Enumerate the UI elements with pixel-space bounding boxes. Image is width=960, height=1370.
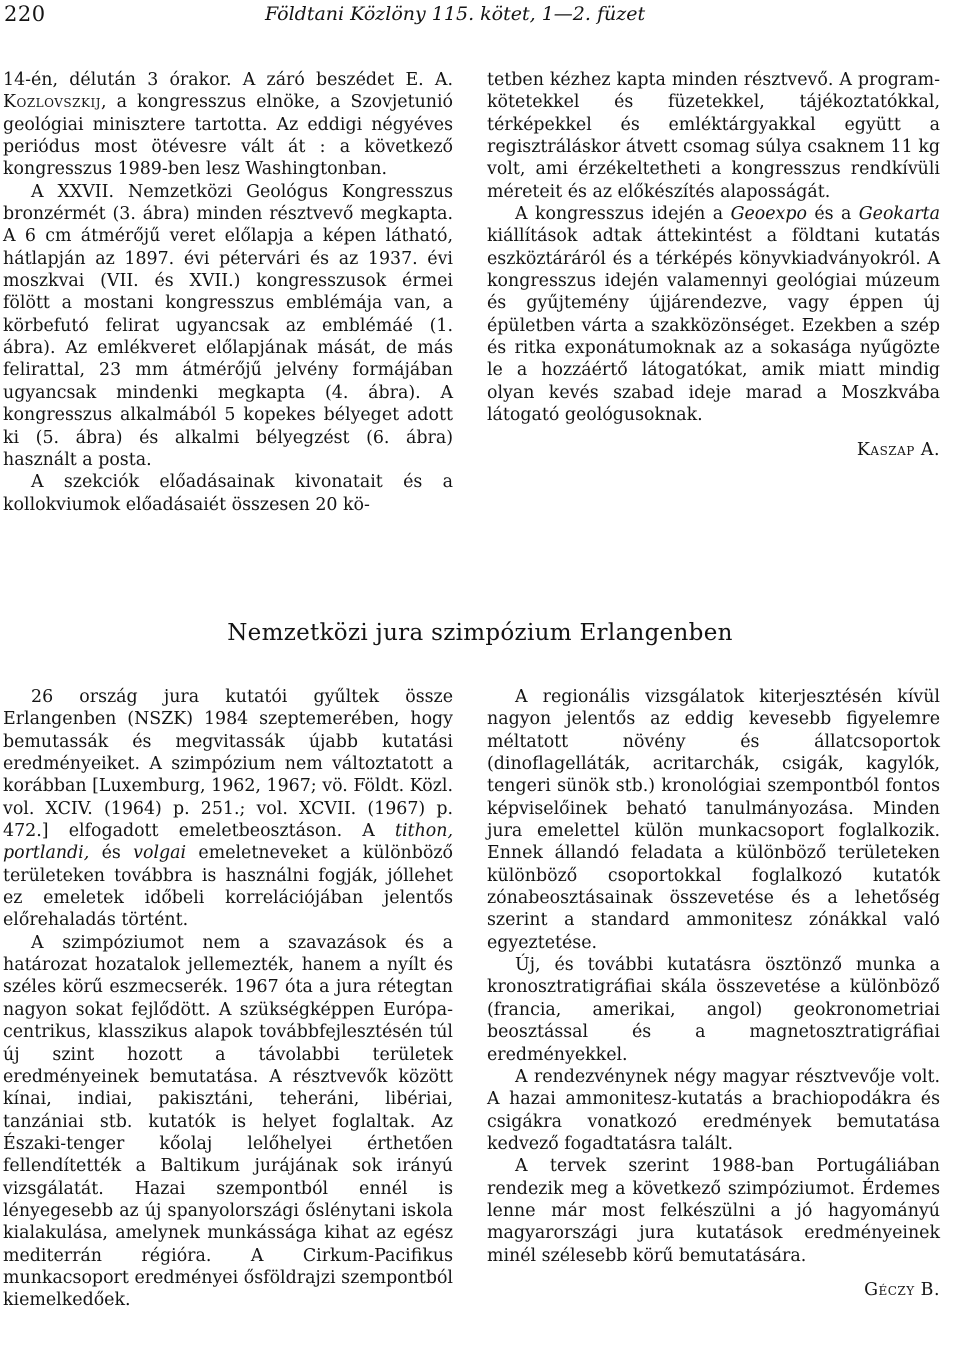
text-span: kiállítások adtak áttekintést a földtani kutatás eszköztáráról és a térképés könyvkiadványokról. A kongresszus idején valamennyi geológiai múzeum és gyűjtemény újjárendezve, vagy éppen új épületben várta a szakközönséget. Ezekben a szép és ritka exponátumoknak az a sokasága nyűgözte le a hozzáértő látogatókat, amik miatt mindig olyan kevés szabad ideje marad a Moszkvába látogató geológusoknak.: [487, 226, 940, 426]
paragraph: A szimpóziumot nem a szavazások és a határozat hozatalok jellemezték, hanem a nyílt és széles körű eszmecserék. 1967 óta a jura rétegtan nagyon sokat fejlődött. A szükségképpen Európa-centrikus, klasszikus alapok továbbfejlesztésén túl új szint hozott a távolabbi területek eredményeinek bemutatása. A résztvevők között kínai, indiai, pakisztáni, teheráni, libériai, tanzániai stb. kutatók is helyet foglaltak. Az Északi-tenger kőolaj lelőhelyei érthetően fellendítették a Baltikum jurájának sok irányú vizsgálatát. Hazai szempontból ennél is lényegesebb az új spanyolországi őslénytani iskola kialakulása, amelynek munkássága kihat az egész mediterrán régióra. A Cirkum-Pacifikus munkacsoport eredményei ősföldrajzi szempontból kiemelkedőek.: [3, 932, 453, 1311]
page-header: [0, 0, 960, 34]
paragraph: A XXVII. Nemzetközi Geológus Kongresszus bronzérmét (3. ábra) minden résztvevő megkapta. A 6 cm átmérőjű veret előlapja a képen látható, hátlapján az 1897. évi pétervári és az 1937. évi moszkvai (VII. és XVII.) kongresszusok érmei fölött a mostani kongresszus emblémája van, a körbefutó felirat ugyancsak az emblémáé (1. ábra). Az emlékveret előlapjának mását, de más felirattal, 23 mm átmérőjű jelvény formájában ugyancsak mindenki megkapta (4. ábra). A kongresszus alkalmából 5 kopekes bélyeget adott ki (5. ábra) és alkalmi bélyegzést (6. ábra) használt a posta.: [3, 181, 453, 470]
text-span: és a: [806, 204, 859, 225]
paragraph: tetben kézhez kapta minden résztvevő. A program-kötetekkel és füzetekkel, tájékoztatókkal, térképekkel és emléktárgyakkal együtt a regisztráláskor átvett csomag súlya csaknem 11 kg volt, ami érzékeltetheti a kongresszus rendkívüli méreteit és az előkészítés alaposságát.: [487, 70, 940, 202]
italic-term: Geokarta: [858, 204, 940, 225]
text-span: és: [89, 843, 134, 864]
text-span: A kongresszus idején a: [515, 204, 731, 225]
paragraph: A rendezvénynek négy magyar résztvevője volt. A hazai ammonitesz-kutatás a brachiopodákra és csigákra vonatkozó eredmények bemutatása kedvező fogadtatásra talált.: [487, 1066, 940, 1154]
author-name: Kozlovszkij: [3, 92, 102, 113]
italic-term: tithon, portlandi,: [3, 821, 453, 864]
paragraph: [3, 69, 453, 181]
article1-column-left: [3, 69, 453, 516]
italic-term: volgai: [133, 843, 187, 864]
article1-column-right: [487, 69, 940, 461]
section-title: Nemzetközi jura szimpózium Erlangenben: [227, 620, 733, 646]
running-head: Földtani Közlöny 115. kötet, 1—2. füzet: [265, 3, 646, 25]
article2-column-left: [3, 686, 453, 1312]
paragraph: [487, 203, 940, 426]
italic-term: Geoexpo: [730, 204, 807, 225]
author-signature: Géczy B.: [864, 1279, 940, 1300]
text-span: , a kongresszus elnöke, a Szovjetunió geológiai minisztere tartotta. Az eddigi négyéves periódus most ötévesre vált át : a következő kongresszus 1989-ben lesz Washingtonban.: [3, 92, 453, 180]
text-span: emeletneveket a különböző területeken továbbra is használni fogják, jóllehet ez emeletek időbeli korrelációjában jelentős előrehaladás történt.: [3, 843, 453, 931]
article2-column-right: [487, 686, 940, 1301]
paragraph: A szekciók előadásainak kivonatait és a kollokviumok előadásaiét összesen 20 kö-: [3, 472, 453, 515]
text-span: 26 ország jura kutatói gyűltek össze Erlangenben (NSZK) 1984 szeptemerében, hogy bemutassák és megvitassák újabb kutatási eredményeiket. A szimpózium nem változtatott a korábban [Luxemburg, 1962, 1967; vö. Földt. Közl. vol. XCIV. (1964) p. 251.; vol. XCVII. (1967) p. 472.] elfogadott emeletbeosztáson. A: [3, 687, 453, 842]
author-signature: Kaszap A.: [856, 439, 940, 460]
paragraph: Új, és további kutatásra ösztönző munka a kronosztratigráfiai skála összevetése a különböző (francia, amerikai, angol) geokronometriai beosztással és a magnetosztratigráfiai eredményekkel.: [487, 955, 940, 1065]
paragraph: A tervek szerint 1988-ban Portugáliában rendezik meg a következő szimpóziumot. Érdemes lenne már most felkészülni a jó hagyományú magyarországi jura kutatások eredményeinek minél szélesebb körű bemutatására.: [487, 1156, 940, 1266]
paragraph: A regionális vizsgálatok kiterjesztésén kívül nagyon jelentős az eddig kevesebb figyelemre méltatott növény és állatcsoportok (dinoflagelláták, acritarchák, csigák, kagylók, tengeri sünök stb.) kronológiai szempontból fontos képviselőinek beható tanulmányozása. Minden jura emelettel külön munkacsoport foglalkozik. Ennek állandó feladata a különböző területeken különböző csoportokkal foglalkozó kutatók zónabeosztásainak összevetése és a lehetőség szerint a standard ammonitesz zónákkal való egyeztetése.: [487, 687, 940, 953]
paragraph: [3, 686, 453, 932]
text-span: 14-én, délután 3 órakor. A záró beszédet E. A.: [3, 70, 453, 90]
page-number: 220: [4, 2, 46, 26]
